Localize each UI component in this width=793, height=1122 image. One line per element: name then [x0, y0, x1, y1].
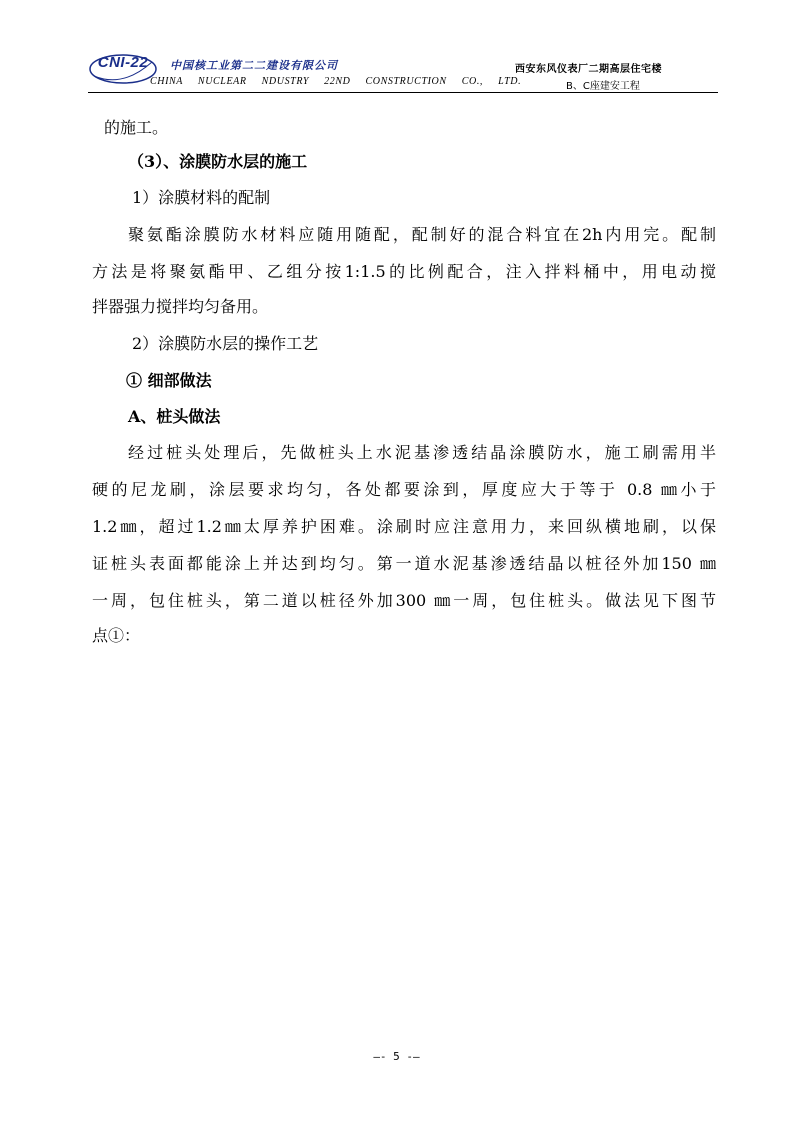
- project-name: 西安东风仪表厂二期高层住宅楼: [515, 64, 662, 75]
- header-divider: [88, 92, 718, 93]
- section-heading: A、桩头做法: [128, 407, 221, 426]
- project-subtitle: B、C座建安工程: [566, 81, 640, 92]
- subsection-heading: 2）涂膜防水层的操作工艺: [132, 334, 319, 353]
- paragraph-line: 拌器强力搅拌均匀备用。: [92, 297, 269, 316]
- paragraph-line: 硬的尼龙刷，涂层要求均匀，各处都要涂到，厚度应大于等于 0.8 ㎜小于: [92, 480, 716, 499]
- paragraph-line: 证桩头表面都能涂上并达到均匀。第一道水泥基渗透结晶以桩径外加150 ㎜: [92, 554, 716, 573]
- company-name-cn: 中国核工业第二二建设有限公司: [170, 59, 338, 72]
- paragraph-line: 点①：: [92, 626, 141, 645]
- paragraph-line: 一周，包住桩头，第二道以桩径外加300 ㎜一周，包住桩头。做法见下图节: [92, 591, 716, 610]
- paragraph-line: 聚氨酯涂膜防水材料应随用随配，配制好的混合料宜在2h内用完。配制: [128, 225, 716, 244]
- paragraph-line: 方法是将聚氨酯甲、乙组分按1:1.5的比例配合，注入拌料桶中，用电动搅: [92, 262, 716, 281]
- text-line: 的施工。: [104, 118, 169, 137]
- paragraph-line: 1.2㎜，超过1.2㎜太厚养护困难。涂刷时应注意用力，来回纵横地刷，以保: [92, 517, 716, 536]
- page-number: —- 5 -—: [373, 1050, 420, 1063]
- logo-text: CNI-22: [97, 54, 149, 71]
- section-heading: ① 细部做法: [126, 371, 212, 390]
- page-header: [88, 48, 718, 92]
- paragraph-line: 经过桩头处理后，先做桩头上水泥基渗透结晶涂膜防水，施工刷需用半: [128, 443, 716, 462]
- section-heading: （3）、涂膜防水层的施工: [128, 152, 308, 171]
- company-name-en: CHINA NUCLEAR NDUSTRY 22ND CONSTRUCTION CO., LTD.: [150, 76, 522, 87]
- subsection-heading: 1）涂膜材料的配制: [132, 188, 271, 207]
